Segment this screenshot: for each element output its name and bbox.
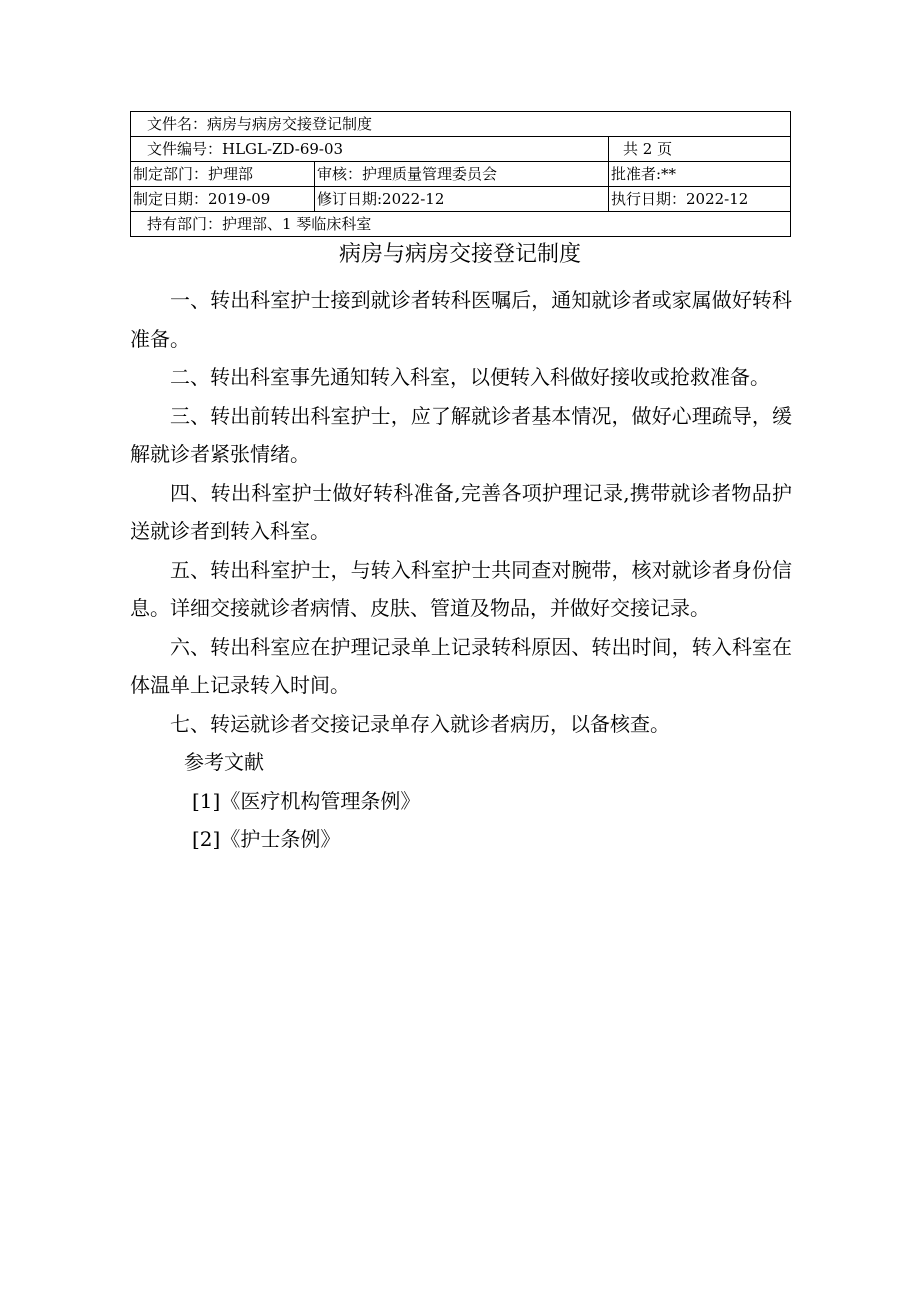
file-number-cell: 文件编号：HLGL-ZD-69-03 [131,137,609,162]
paragraph-3: 三、转出前转出科室护士，应了解就诊者基本情况，做好心理疏导，缓解就诊者紧张情绪。 [130,403,792,466]
holders-cell: 持有部门：护理部、1 琴临床科室 [131,212,791,237]
header-row-dates [131,187,791,212]
date-made-cell: 制定日期：2019-09 [131,187,315,212]
document-body [130,281,792,859]
paragraph-2: 二、转出科室事先通知转入科室，以便转入科做好接收或抢救准备。 [170,365,770,389]
header-row-holders [131,212,791,237]
reference-item-1: [1]《医疗机构管理条例》 [192,788,421,813]
reference-item-2: [2]《护士条例》 [192,827,341,851]
header-row-responsibility [131,162,791,187]
references-heading: 参考文献 [184,750,264,774]
paragraph-7: 七、转运就诊者交接记录单存入就诊者病历，以备核查。 [170,711,670,736]
date-effective-cell: 执行日期：2022-12 [609,187,791,212]
header-row-file-name [131,112,791,137]
file-name-cell: 文件名：病房与病房交接登记制度 [131,112,791,137]
paragraph-6: 六、转出科室应在护理记录单上记录转科原因、转出时间，转入科室在体温单上记录转入时间。 [130,634,792,697]
paragraph-4: 四、转出科室护士做好转科准备,完善各项护理记录,携带就诊者物品护送就诊者到转入科室。 [130,480,792,543]
document-title: 病房与病房交接登记制度 [338,242,581,267]
department-cell: 制定部门：护理部 [131,162,315,187]
approver-cell: 批准者:** [609,162,791,187]
date-revised-cell: 修订日期:2022-12 [315,187,609,212]
reviewer-cell: 审核：护理质量管理委员会 [315,162,609,187]
document-header-table [130,111,791,237]
paragraph-1: 一、转出科室护士接到就诊者转科医嘱后，通知就诊者或家属做好转科准备。 [130,288,792,351]
header-row-file-number [131,137,791,162]
paragraph-5: 五、转出科室护士，与转入科室护士共同查对腕带，核对就诊者身份信息。详细交接就诊者病情、皮肤、管道及物品，并做好交接记录。 [130,557,792,620]
page-count-cell: 共 2 页 [609,137,791,162]
